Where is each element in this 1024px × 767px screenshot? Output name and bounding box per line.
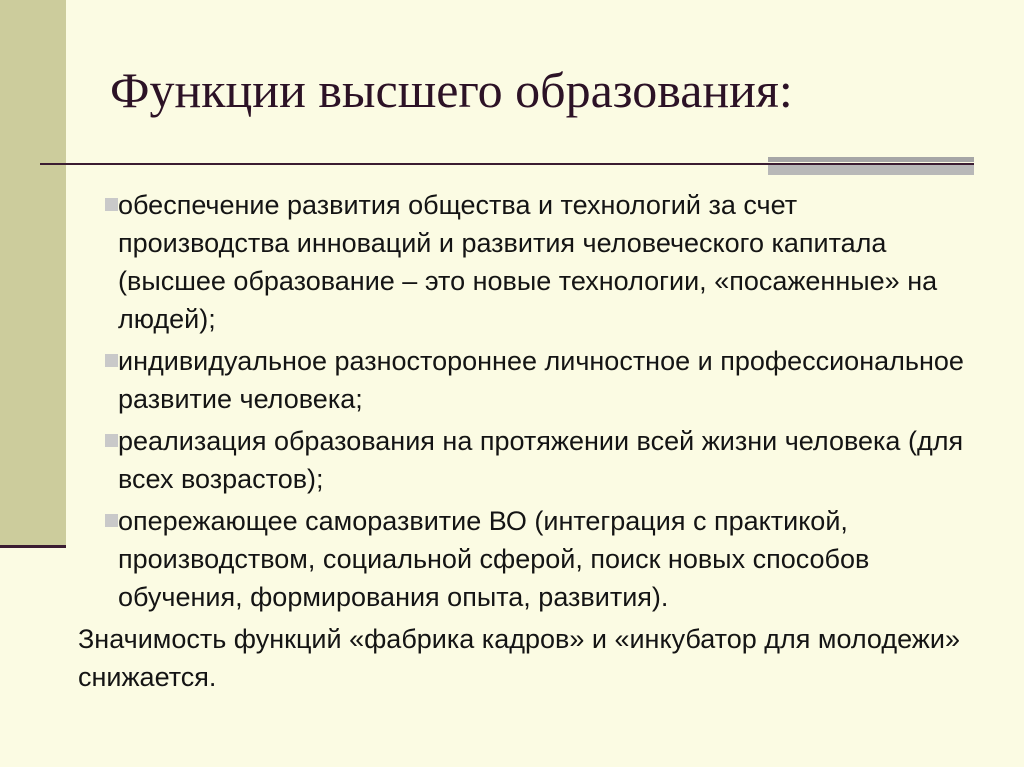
list-item-text: опережающее саморазвитие ВО (интеграция с практикой, производством, социальной сферой, поиск новых способов обучения, формирования опыта, развития).	[118, 506, 870, 612]
accent-bar-bottom	[768, 165, 974, 175]
list-item	[78, 502, 978, 616]
list-item	[78, 422, 978, 498]
list-item-text: реализация образования на протяжении всей жизни человека (для всех возрастов);	[118, 426, 964, 494]
square-bullet-icon	[105, 354, 118, 367]
title-accent-bars	[768, 157, 974, 178]
left-sidebar-band	[0, 0, 66, 545]
list-item	[78, 186, 978, 338]
list-item-text: индивидуальное разностороннее личностное и профессиональное развитие человека;	[118, 346, 964, 414]
list-item	[78, 342, 978, 418]
square-bullet-icon	[105, 198, 118, 211]
list-item-text: обеспечение развития общества и технологий за счет производства инноваций и развития человеческого капитала (высшее образование – это новые технологии, «посаженные» на людей);	[118, 190, 938, 334]
page-title: Функции высшего образования:	[110, 62, 793, 118]
summary-paragraph: Значимость функций «фабрика кадров» и «инкубатор для молодежи» снижается.	[78, 624, 960, 692]
accent-bar-top	[768, 157, 974, 162]
square-bullet-icon	[105, 434, 118, 447]
square-bullet-icon	[105, 514, 118, 527]
slide-content	[78, 186, 978, 696]
sidebar-divider	[0, 545, 66, 548]
